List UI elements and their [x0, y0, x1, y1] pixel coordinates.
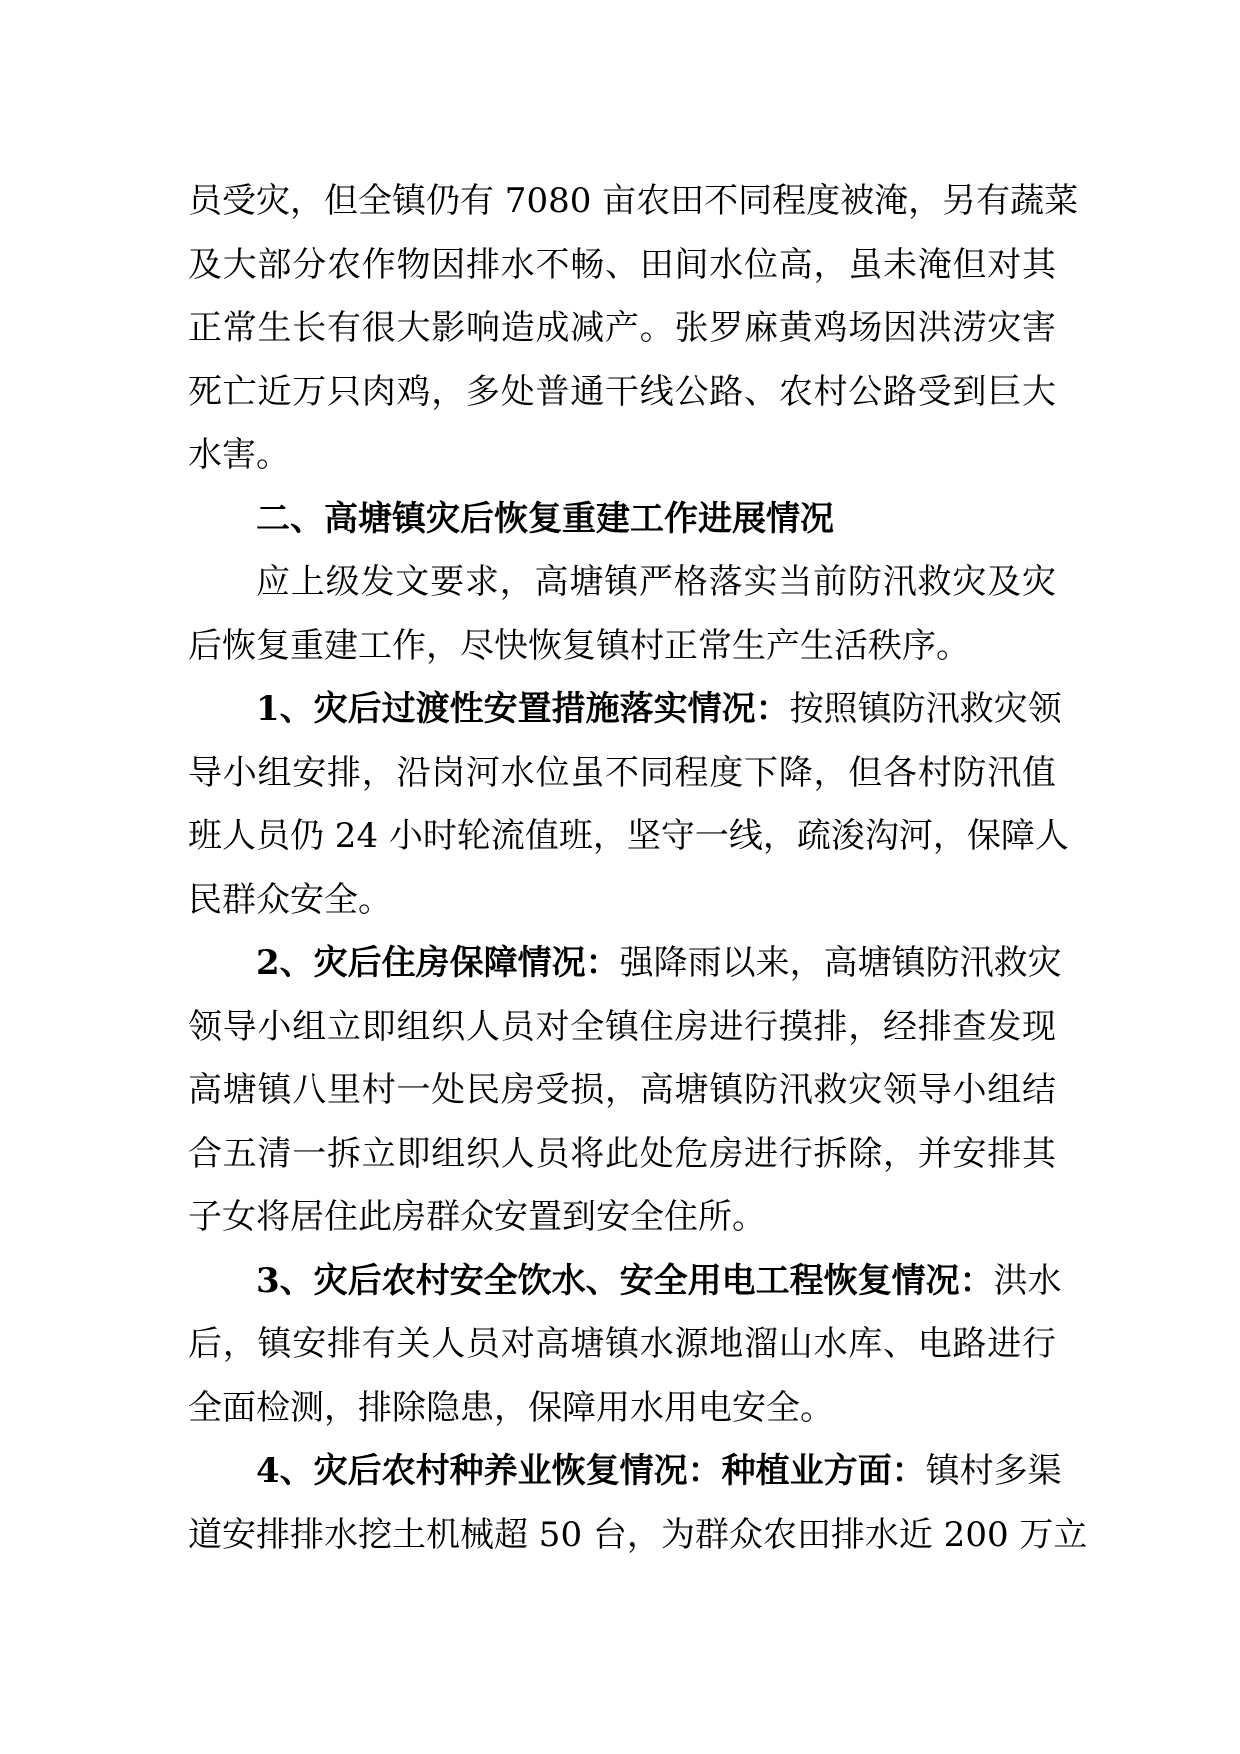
body-line	[188, 1064, 1056, 1116]
line-text: 全面检测，排除隐患，保障用水用电安全。	[188, 1388, 834, 1428]
body-line	[188, 1191, 1056, 1243]
item-heading: 3、灾后农村安全饮水、安全用电工程恢复情况：	[256, 1261, 994, 1301]
body-line	[188, 429, 1056, 481]
line-text: 强降雨以来，高塘镇防汛救灾	[619, 943, 1062, 983]
item-line	[256, 683, 1062, 735]
item-heading: 4、灾后农村种养业恢复情况：种植业方面：	[256, 1451, 926, 1491]
line-text: 按照镇防汛救灾领	[789, 689, 1062, 729]
body-line	[188, 302, 1056, 354]
item-heading: 2、灾后住房保障情况：	[256, 943, 620, 983]
line-text: 员受灾，但全镇仍有 7080 亩农田不同程度被淹，另有蔬菜	[188, 181, 1079, 221]
line-text: 洪水	[993, 1261, 1062, 1301]
body-line	[188, 810, 1069, 862]
item-line	[256, 1255, 1062, 1307]
line-text: 水害。	[188, 435, 290, 475]
line-text: 子女将居住此房群众安置到安全住所。	[188, 1197, 766, 1237]
line-text: 后恢复重建工作，尽快恢复镇村正常生产生活秩序。	[188, 626, 970, 666]
line-text: 高塘镇八里村一处民房受损，高塘镇防汛救灾领导小组结	[188, 1070, 1056, 1110]
body-line	[188, 366, 1056, 418]
body-line	[188, 747, 1056, 799]
item-line	[256, 1445, 1062, 1497]
item-heading: 1、灾后过渡性安置措施落实情况：	[256, 689, 790, 729]
line-text: 后，镇安排有关人员对高塘镇水源地溜山水库、电路进行	[188, 1324, 1056, 1364]
line-text: 及大部分农作物因排水不畅、田间水位高，虽未淹但对其	[188, 245, 1056, 285]
line-text: 道安排排水挖土机械超 50 台，为群众农田排水近 200 万立	[188, 1515, 1088, 1555]
line-text: 正常生长有很大影响造成减产。张罗麻黄鸡场因洪涝灾害	[188, 308, 1056, 348]
body-line	[188, 1382, 1056, 1434]
line-text: 班人员仍 24 小时轮流值班，坚守一线，疏浚沟河，保障人	[188, 816, 1069, 856]
body-line	[188, 239, 1056, 291]
line-text: 死亡近万只肉鸡，多处普通干线公路、农村公路受到巨大	[188, 372, 1056, 412]
line-text: 合五清一拆立即组织人员将此处危房进行拆除，并安排其	[188, 1134, 1056, 1174]
section-heading	[256, 493, 1056, 545]
body-line	[188, 874, 1056, 926]
line-text: 镇村多渠	[925, 1451, 1062, 1491]
body-line	[188, 1128, 1056, 1180]
body-line	[188, 1509, 1088, 1561]
body-line	[188, 620, 1056, 672]
line-text: 民群众安全。	[188, 880, 392, 920]
body-line	[188, 175, 1079, 227]
item-line	[256, 937, 1062, 989]
line-text: 领导小组立即组织人员对全镇住房进行摸排，经排查发现	[188, 1007, 1056, 1047]
body-line	[188, 1001, 1056, 1053]
body-line	[188, 1318, 1056, 1370]
line-text: 应上级发文要求，高塘镇严格落实当前防汛救灾及灾	[256, 562, 1056, 602]
heading-text: 二、高塘镇灾后恢复重建工作进展情况	[256, 499, 834, 539]
line-text: 导小组安排，沿岗河水位虽不同程度下降，但各村防汛值	[188, 753, 1056, 793]
body-line	[256, 556, 1056, 608]
